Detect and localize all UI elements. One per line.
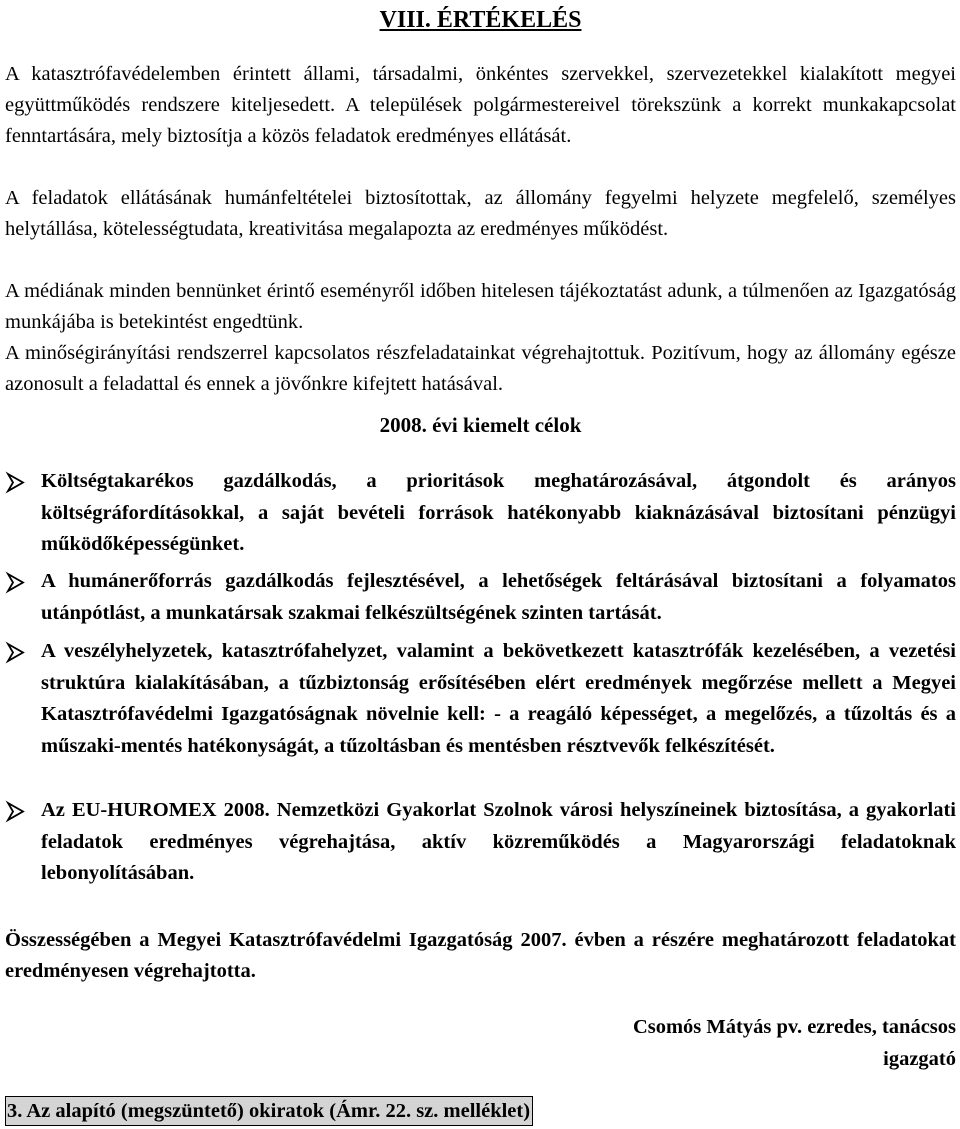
goal-text-budget: Költségtakarékos gazdálkodás, a prioritások meghatározásával, átgondolt és arányos költségráfordításokkal, a saját bevételi források hatékonyabb kiaknázásával biztosítani pénzügyi működőképességünket. <box>41 470 956 555</box>
goal-item <box>5 466 956 561</box>
arrowhead-bullet-icon <box>5 467 27 498</box>
signature-role: igazgató <box>883 1048 956 1070</box>
goal-item <box>5 795 956 890</box>
paragraph-media: A médiának minden bennünket érintő eseményről időben hitelesen tájékoztatást adunk, a túlmenően az Igazgatóság munkájába is betekintést engedtünk. <box>5 280 956 333</box>
section-title <box>5 6 956 34</box>
signature-block <box>633 1011 956 1075</box>
section-title-text: VIII. ÉRTÉKELÉS <box>379 7 582 33</box>
paragraph-human-conditions: A feladatok ellátásának humánfeltételei biztosítottak, az állomány fegyelmi helyzete megfelelő, személyes helytállása, kötelességtudata, kreativitása megalapozta az eredményes működést. <box>5 187 956 240</box>
arrowhead-bullet-icon <box>5 567 27 598</box>
goal-text-huromex: Az EU-HUROMEX 2008. Nemzetközi Gyakorlat Szolnok városi helyszíneinek biztosítása, a gyakorlati feladatok eredményes végrehajtása, aktív közreműködés a Magyarországi feladatoknak lebonyolításában. <box>41 799 956 884</box>
goal-text-human-resources: A humánerőforrás gazdálkodás fejlesztésével, a lehetőségek feltárásával biztosítani a folyamatos utánpótlást, a munkatársak szakmai felkészültségének szinten tartását. <box>41 570 956 624</box>
goal-item <box>5 566 956 629</box>
next-section-heading: 3. Az alapító (megszüntető) okiratok (Ámr. 22. sz. melléklet) <box>5 1096 533 1126</box>
goal-text-emergency: A veszélyhelyzetek, katasztrófahelyzet, valamint a bekövetkezett katasztrófák kezelésében, a vezetési struktúra kialakításában, a tűzbiztonság erősítésében elért eredmények megőrzése mellett a Megyei Katasztrófavédelmi Igazgatóságnak növelnie kell: - a reagáló képességet, a megelőzés, a tűzoltás és a műszaki-mentés hatékonyságát, a tűzoltásban és mentésben résztvevők felkészítését. <box>41 640 956 757</box>
goal-item <box>5 636 956 762</box>
summary-paragraph: Összességében a Megyei Katasztrófavédelmi Igazgatóság 2007. évben a részére meghatározott feladatokat eredményesen végrehajtotta. <box>5 929 956 982</box>
goals-heading: 2008. évi kiemelt célok <box>379 413 582 437</box>
paragraph-cooperation: A katasztrófavédelemben érintett állami, társadalmi, önkéntes szervekkel, szervezetekkel kialakított megyei együttműködés rendszere kiteljesedett. A települések polgármestereivel törekszünk a korrekt munkakapcsolat fenntartására, mely biztosítja a közös feladatok eredményes ellátását. <box>5 63 956 147</box>
arrowhead-bullet-icon <box>5 637 27 668</box>
signature-name: Csomós Mátyás pv. ezredes, tanácsos <box>632 1016 956 1038</box>
arrowhead-bullet-icon <box>5 796 27 827</box>
paragraph-quality-management: A minőségirányítási rendszerrel kapcsolatos részfeladatainkat végrehajtottuk. Pozitívum, hogy az állomány egésze azonosult a feladattal és ennek a jövőnkre kifejtett hatásával. <box>5 342 956 395</box>
